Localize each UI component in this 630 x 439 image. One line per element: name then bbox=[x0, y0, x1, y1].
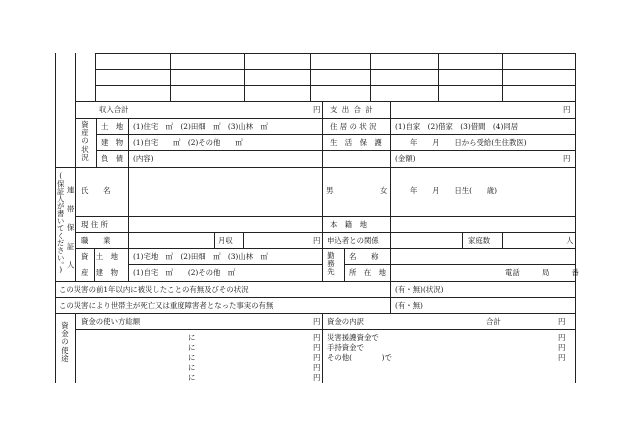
guarantor-address-label: 現 住 所 bbox=[81, 220, 108, 229]
funds-usage-line-unit: 円 bbox=[313, 343, 321, 352]
funds-usage-line-unit: 円 bbox=[313, 363, 321, 372]
guarantor-work-location-label: 所 在 地 bbox=[349, 268, 386, 277]
assets-side-label: 資産の状況 bbox=[81, 120, 89, 162]
disaster-prior-question: この災害の前1年以内に被災したことの有無及びその状況 bbox=[59, 285, 249, 294]
assets-building-options: (1)自宅 ㎡ (2)その他 ㎡ bbox=[133, 138, 243, 147]
funds-item: 手持資金で bbox=[327, 343, 364, 352]
guarantor-work-label: 勤務先 bbox=[327, 251, 335, 277]
guarantor-work-name-label: 名 称 bbox=[349, 252, 379, 261]
funds-usage-line: に bbox=[188, 333, 196, 342]
funds-total-label: 合計 bbox=[486, 317, 501, 326]
funds-usage-line: に bbox=[188, 343, 196, 352]
guarantor-monthly-income-unit: 円 bbox=[313, 236, 321, 245]
disaster-death-question: この災害により世帯主が死亡又は重度障害者となった事実の有無 bbox=[59, 301, 274, 310]
funds-item-unit: 円 bbox=[558, 333, 566, 342]
guarantor-male: 男 bbox=[326, 186, 334, 195]
assets-debt-unit: 円 bbox=[563, 154, 571, 163]
funds-usage-line: に bbox=[188, 353, 196, 362]
funds-usage-line-unit: 円 bbox=[313, 353, 321, 362]
income-total-unit: 円 bbox=[313, 105, 321, 114]
funds-item-unit: 円 bbox=[558, 343, 566, 352]
expense-total-label: 支 出 合 計 bbox=[330, 105, 374, 114]
guarantor-monthly-income-label: 月収 bbox=[218, 236, 233, 245]
assets-building-label: 建 物 bbox=[101, 138, 124, 147]
guarantor-side-label: 連 帯 保 証 人 bbox=[66, 186, 76, 271]
disaster-prior-answer: (有・無)(状況) bbox=[395, 285, 444, 294]
guarantor-household-unit: 人 bbox=[566, 236, 574, 245]
guarantor-name-label: 氏 名 bbox=[81, 186, 111, 195]
funds-item-unit: 円 bbox=[558, 353, 566, 362]
assets-land-options: (1)住宅 ㎡ (2)田畑 ㎡ (3)山林 ㎡ bbox=[133, 122, 268, 131]
residence-label: 住 居 の 状 況 bbox=[330, 122, 377, 131]
funds-item: その他( )で bbox=[327, 353, 392, 362]
expense-total-unit: 円 bbox=[563, 105, 571, 114]
funds-side-label: 資金の使途 bbox=[61, 321, 69, 363]
guarantor-household-label: 家庭数 bbox=[468, 236, 491, 245]
guarantor-building-options: (1)自宅 ㎡ (2)その他 ㎡ bbox=[133, 268, 236, 277]
residence-options: (1)自家 (2)借家 (3)借間 (4)同居 bbox=[395, 122, 519, 131]
guarantor-relation-label: 申込者との関係 bbox=[327, 236, 379, 245]
funds-usage-total-label: 資金の使い方総額 bbox=[81, 317, 141, 326]
guarantor-domicile-label: 本 籍 地 bbox=[330, 220, 367, 229]
assets-debt-amount: (金額) bbox=[395, 154, 416, 163]
disaster-death-answer: (有・無) bbox=[395, 301, 423, 310]
guarantor-side-note: (保証人が書いてください。) bbox=[56, 171, 66, 275]
funds-total-unit: 円 bbox=[558, 317, 566, 326]
guarantor-land-label: 資 土 地 bbox=[81, 252, 118, 261]
guarantor-building-label: 産 建 物 bbox=[81, 268, 118, 277]
funds-usage-line-unit: 円 bbox=[313, 373, 321, 382]
funds-usage-total-unit: 円 bbox=[313, 317, 321, 326]
funds-usage-line: に bbox=[188, 373, 196, 382]
assets-debt-label: 負 債 bbox=[101, 154, 124, 163]
guarantor-land-options: (1)宅地 ㎡ (2)田畑 ㎡ (3)山林 ㎡ bbox=[133, 252, 268, 261]
guarantor-occupation-label: 職 業 bbox=[81, 236, 111, 245]
income-total-label: 収入合計 bbox=[99, 105, 129, 114]
assets-debt-content: (内容) bbox=[133, 154, 154, 163]
funds-usage-line: に bbox=[188, 363, 196, 372]
guarantor-birth: 年 月 日生( 歳) bbox=[410, 186, 498, 195]
funds-usage-line-unit: 円 bbox=[313, 333, 321, 342]
assets-land-label: 土 地 bbox=[101, 122, 124, 131]
guarantor-female: 女 bbox=[380, 186, 388, 195]
welfare-value: 年 月 日から受給(生住教医) bbox=[410, 138, 527, 147]
welfare-label: 生 活 保 護 bbox=[330, 138, 382, 147]
funds-breakdown-label: 資金の内訳 bbox=[327, 317, 364, 326]
guarantor-phone: 電話 局 番 bbox=[505, 268, 579, 277]
funds-item: 災害援護資金で bbox=[327, 333, 379, 342]
